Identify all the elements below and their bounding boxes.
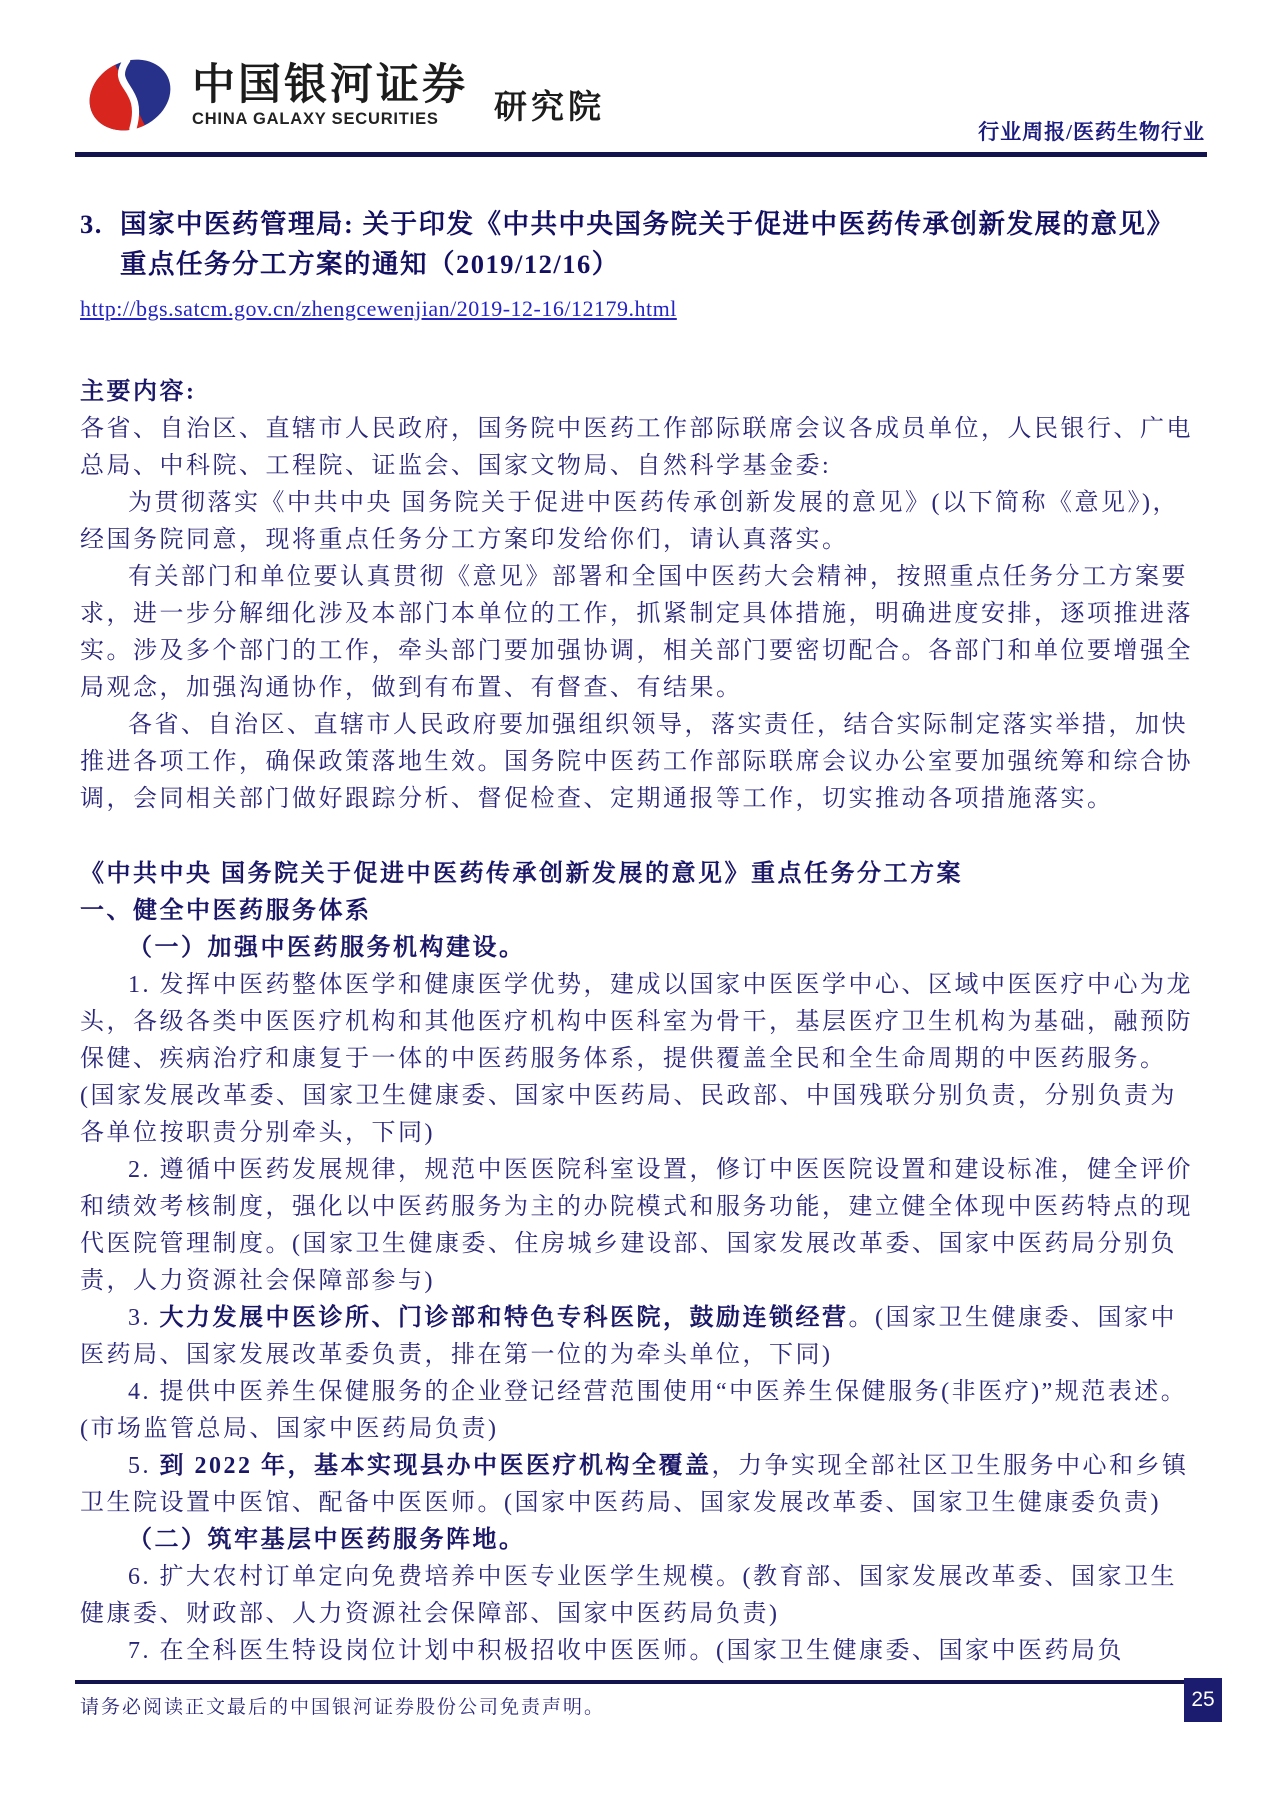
section-title [80, 204, 1202, 284]
task-item-5-rest: ，力争实现全部社区卫生服务中心和乡镇卫生院设置中医馆、配备中医医师。(国家中医药局、国家发展改革委、国家卫生健康委负责) [80, 1453, 1189, 1516]
section-one-heading: 一、健全中医药服务体系 [80, 898, 372, 924]
source-link-row [80, 290, 1202, 328]
task-item-3 [80, 1300, 1202, 1374]
task-item-2: 2. 遵循中医药发展规律，规范中医医院科室设置，修订中医医院设置和建设标准，健全评价和绩效考核制度，强化以中医药服务为主的办院模式和服务功能，建立健全体现中医药特点的现代医院管理制度。(国家卫生健康委、住房城乡建设部、国家发展改革委、国家中医药局分别负责，人力资源社会保障部参与) [80, 1157, 1193, 1294]
footer-divider [75, 1680, 1185, 1684]
task-item-3-rest: 。(国家卫生健康委、国家中医药局、国家发展改革委负责，排在第一位的为牵头单位，下同) [80, 1305, 1177, 1368]
footer-disclaimer: 请务必阅读正文最后的中国银河证券股份公司免责声明。 [80, 1697, 606, 1718]
page-header [78, 44, 1205, 154]
task-item-4: 4. 提供中医养生保健服务的企业登记经营范围使用“中医养生保健服务(非医疗)”规范表述。(市场监管总局、国家中医药局负责) [80, 1379, 1188, 1442]
header-divider [75, 152, 1207, 157]
report-category: 行业周报/医药生物行业 [978, 120, 1205, 144]
source-link[interactable]: http://bgs.satcm.gov.cn/zhengcewenjian/2019-12-16/12179.html [80, 296, 677, 321]
section-title-number: 3. [80, 209, 103, 239]
task-item-5-number: 5. [128, 1453, 160, 1479]
task-item-6: 6. 扩大农村订单定向免费培养中医专业医学生规模。(教育部、国家发展改革委、国家卫生健康委、财政部、人力资源社会保障部、国家中医药局负责) [80, 1564, 1177, 1627]
main-content-heading: 主要内容: [80, 379, 197, 405]
task-item-1: 1. 发挥中医药整体医学和健康医学优势，建成以国家中医医学中心、区域中医医疗中心为龙头，各级各类中医医疗机构和其他医疗机构中医科室为骨干，基层医疗卫生机构为基础，融预防保健、疾病治疗和康复于一体的中医药服务体系，提供覆盖全民和全生命周期的中医药服务。(国家发展改革委、国家卫生健康委、国家中医药局、民政部、中国残联分别负责，分别负责为各单位按职责分别牵头，下同) [80, 972, 1193, 1146]
section-title-line1: 国家中医药管理局: 关于印发《中共中央国务院关于促进中医药传承创新发展的意见》 [120, 209, 1175, 239]
logo-english-name: CHINA GALAXY SECURITIES [192, 110, 439, 128]
subsection-one-heading: （一）加强中医药服务机构建设。 [128, 935, 526, 961]
task-item-5 [80, 1448, 1202, 1522]
page-number-badge: 25 [1184, 1678, 1222, 1722]
paragraph-departments: 有关部门和单位要认真贯彻《意见》部署和全国中医药大会精神，按照重点任务分工方案要求，进一步分解细化涉及本部门本单位的工作，抓紧制定具体措施，明确进度安排，逐项推进落实。涉及多个部门的工作，牵头部门要加强协调，相关部门要密切配合。各部门和单位要增强全局观念，加强沟通协作，做到有布置、有督查、有结果。 [80, 564, 1193, 701]
paragraph-provinces: 各省、自治区、直辖市人民政府要加强组织领导，落实责任，结合实际制定落实举措，加快推进各项工作，确保政策落地生效。国务院中医药工作部际联席会议办公室要加强统筹和综合协调，会同相关部门做好跟踪分析、督促检查、定期通报等工作，切实推动各项措施落实。 [80, 712, 1193, 812]
section-title-line2: 重点任务分工方案的通知（2019/12/16） [120, 249, 620, 279]
plan-title: 《中共中央 国务院关于促进中医药传承创新发展的意见》重点任务分工方案 [80, 861, 963, 887]
section-title-text [120, 204, 1174, 284]
document-body [80, 204, 1202, 1670]
logo-text-block [192, 61, 468, 129]
institute-label: 研究院 [494, 89, 605, 126]
task-item-5-highlight: 到 2022 年，基本实现县办中医医疗机构全覆盖 [159, 1453, 712, 1479]
subsection-two-heading: （二）筑牢基层中医药服务阵地。 [128, 1527, 526, 1553]
logo-chinese-name: 中国银河证券 [192, 61, 468, 109]
task-item-3-number: 3. [128, 1305, 160, 1331]
task-item-7: 7. 在全科医生特设岗位计划中积极招收中医医师。(国家卫生健康委、国家中医药局负 [128, 1638, 1124, 1664]
task-item-3-highlight: 大力发展中医诊所、门诊部和特色专科医院，鼓励连锁经营 [159, 1305, 849, 1331]
paragraph-implementation: 为贯彻落实《中共中央 国务院关于促进中医药传承创新发展的意见》(以下简称《意见》)，经国务院同意，现将重点任务分工方案印发给你们，请认真落实。 [80, 490, 1179, 553]
paragraph-addressees: 各省、自治区、直辖市人民政府，国务院中医药工作部际联席会议各成员单位，人民银行、广电总局、中科院、工程院、证监会、国家文物局、自然科学基金委: [80, 416, 1193, 479]
galaxy-logo-icon [78, 44, 182, 146]
